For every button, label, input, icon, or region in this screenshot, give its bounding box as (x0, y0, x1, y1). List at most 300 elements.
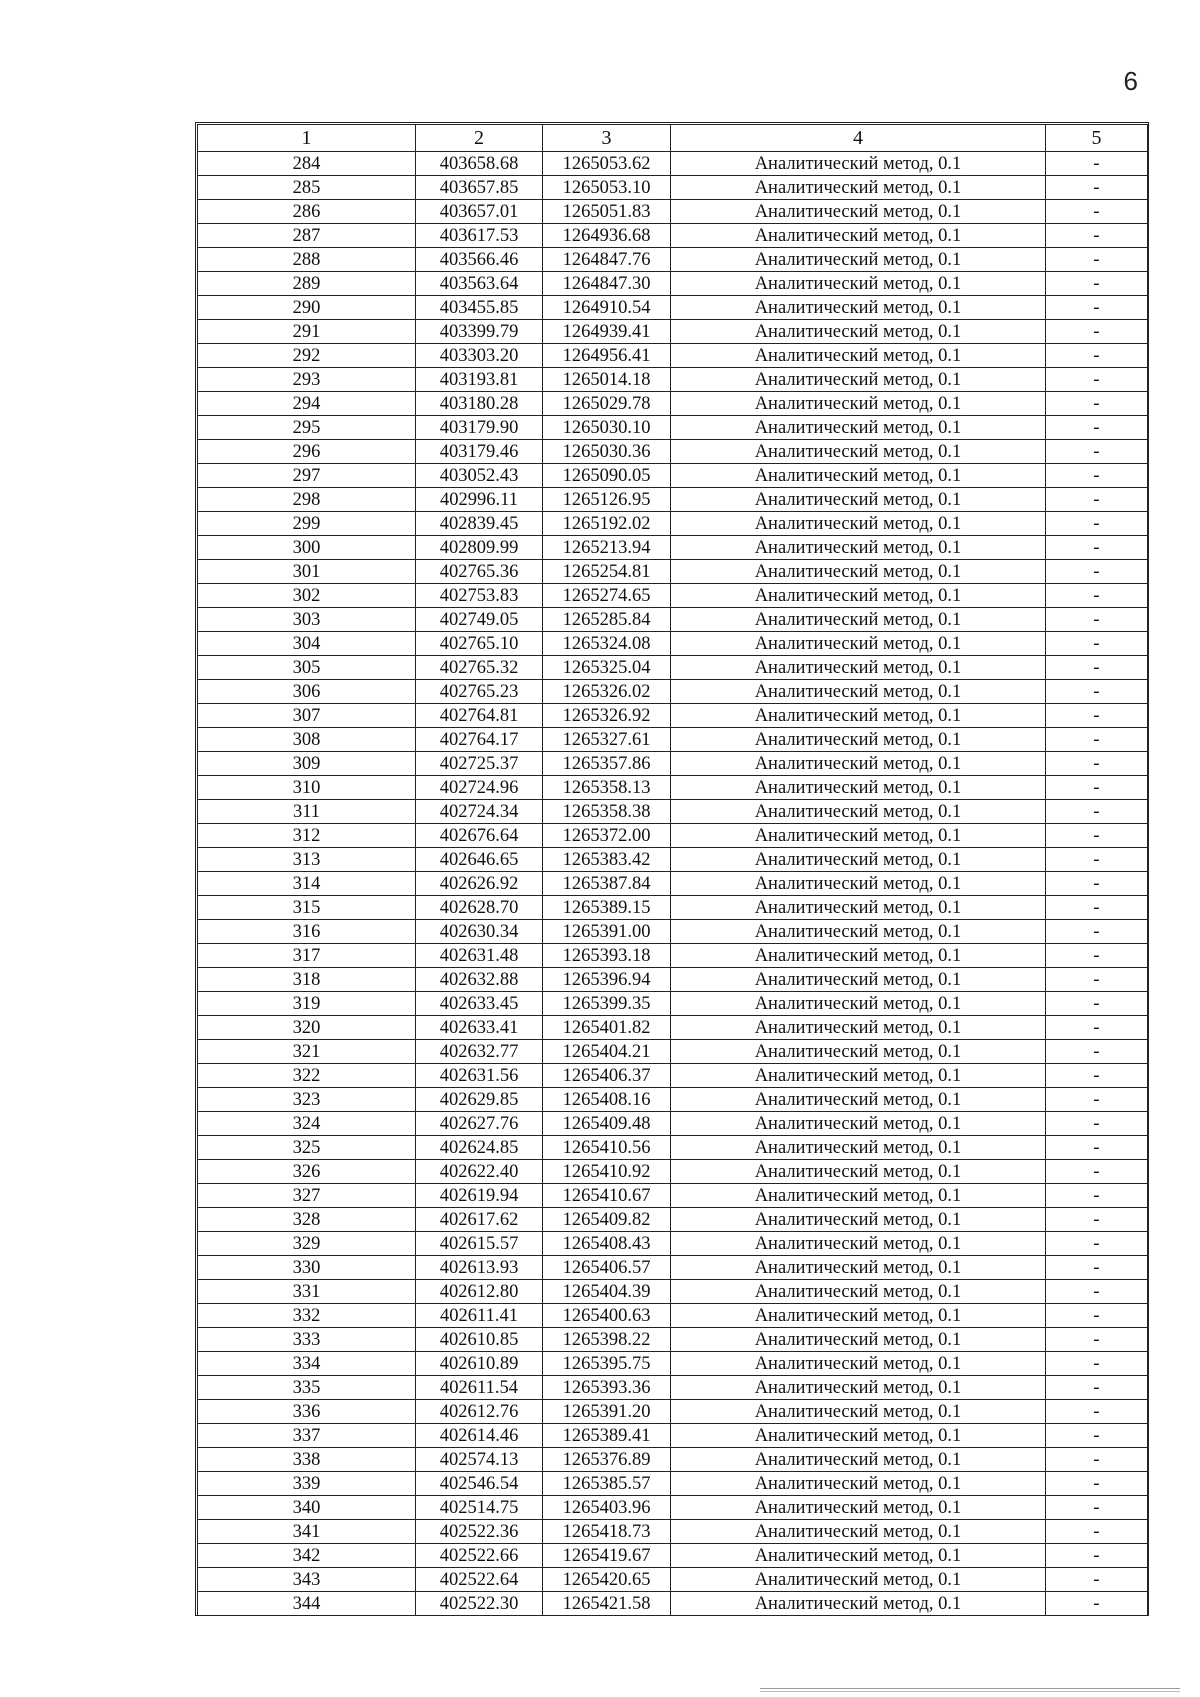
method-cell: Аналитический метод, 0.1 (671, 1592, 1046, 1616)
note-cell: - (1046, 152, 1148, 176)
y-coordinate-cell: 1265126.95 (543, 488, 671, 512)
note-cell: - (1046, 1544, 1148, 1568)
point-number-cell: 314 (198, 872, 416, 896)
table-row (198, 1328, 1148, 1352)
method-cell: Аналитический метод, 0.1 (671, 464, 1046, 488)
table-row (198, 968, 1148, 992)
y-coordinate-cell: 1265030.36 (543, 440, 671, 464)
x-coordinate-cell: 402725.37 (416, 752, 543, 776)
table-row (198, 440, 1148, 464)
point-number-cell: 288 (198, 248, 416, 272)
x-coordinate-cell: 402676.64 (416, 824, 543, 848)
method-cell: Аналитический метод, 0.1 (671, 920, 1046, 944)
method-cell: Аналитический метод, 0.1 (671, 272, 1046, 296)
table-row (198, 1232, 1148, 1256)
x-coordinate-cell: 403180.28 (416, 392, 543, 416)
point-number-cell: 336 (198, 1400, 416, 1424)
x-coordinate-cell: 403179.90 (416, 416, 543, 440)
method-cell: Аналитический метод, 0.1 (671, 512, 1046, 536)
y-coordinate-cell: 1264936.68 (543, 224, 671, 248)
x-coordinate-cell: 402753.83 (416, 584, 543, 608)
x-coordinate-cell: 402765.23 (416, 680, 543, 704)
y-coordinate-cell: 1265404.21 (543, 1040, 671, 1064)
x-coordinate-cell: 403566.46 (416, 248, 543, 272)
table-row (198, 1544, 1148, 1568)
y-coordinate-cell: 1265376.89 (543, 1448, 671, 1472)
x-coordinate-cell: 402612.76 (416, 1400, 543, 1424)
x-coordinate-cell: 402574.13 (416, 1448, 543, 1472)
x-coordinate-cell: 402522.30 (416, 1592, 543, 1616)
y-coordinate-cell: 1265408.16 (543, 1088, 671, 1112)
note-cell: - (1046, 1016, 1148, 1040)
note-cell: - (1046, 464, 1148, 488)
note-cell: - (1046, 1112, 1148, 1136)
method-cell: Аналитический метод, 0.1 (671, 752, 1046, 776)
method-cell: Аналитический метод, 0.1 (671, 1280, 1046, 1304)
note-cell: - (1046, 344, 1148, 368)
table-row (198, 1136, 1148, 1160)
method-cell: Аналитический метод, 0.1 (671, 1184, 1046, 1208)
method-cell: Аналитический метод, 0.1 (671, 608, 1046, 632)
x-coordinate-cell: 402619.94 (416, 1184, 543, 1208)
note-cell: - (1046, 1280, 1148, 1304)
y-coordinate-cell: 1265387.84 (543, 872, 671, 896)
point-number-cell: 287 (198, 224, 416, 248)
column-header-2: 2 (416, 125, 543, 152)
x-coordinate-cell: 403399.79 (416, 320, 543, 344)
point-number-cell: 319 (198, 992, 416, 1016)
x-coordinate-cell: 403303.20 (416, 344, 543, 368)
note-cell: - (1046, 1064, 1148, 1088)
note-cell: - (1046, 1208, 1148, 1232)
point-number-cell: 308 (198, 728, 416, 752)
x-coordinate-cell: 402628.70 (416, 896, 543, 920)
x-coordinate-cell: 403617.53 (416, 224, 543, 248)
method-cell: Аналитический метод, 0.1 (671, 728, 1046, 752)
y-coordinate-cell: 1265090.05 (543, 464, 671, 488)
table-row (198, 344, 1148, 368)
note-cell: - (1046, 608, 1148, 632)
table-row (198, 296, 1148, 320)
table-row (198, 728, 1148, 752)
y-coordinate-cell: 1264847.76 (543, 248, 671, 272)
point-number-cell: 343 (198, 1568, 416, 1592)
point-number-cell: 304 (198, 632, 416, 656)
x-coordinate-cell: 402764.81 (416, 704, 543, 728)
column-header-5: 5 (1046, 125, 1148, 152)
table-row (198, 680, 1148, 704)
table-header-row (198, 125, 1148, 152)
x-coordinate-cell: 402632.88 (416, 968, 543, 992)
x-coordinate-cell: 402630.34 (416, 920, 543, 944)
table-row (198, 1208, 1148, 1232)
table-row (198, 176, 1148, 200)
method-cell: Аналитический метод, 0.1 (671, 440, 1046, 464)
note-cell: - (1046, 368, 1148, 392)
table-row (198, 1184, 1148, 1208)
table-row (198, 1016, 1148, 1040)
table-row (198, 1088, 1148, 1112)
table-row (198, 560, 1148, 584)
method-cell: Аналитический метод, 0.1 (671, 1208, 1046, 1232)
x-coordinate-cell: 402626.92 (416, 872, 543, 896)
point-number-cell: 294 (198, 392, 416, 416)
note-cell: - (1046, 1256, 1148, 1280)
y-coordinate-cell: 1265404.39 (543, 1280, 671, 1304)
point-number-cell: 309 (198, 752, 416, 776)
x-coordinate-cell: 402610.85 (416, 1328, 543, 1352)
method-cell: Аналитический метод, 0.1 (671, 152, 1046, 176)
method-cell: Аналитический метод, 0.1 (671, 320, 1046, 344)
point-number-cell: 303 (198, 608, 416, 632)
y-coordinate-cell: 1265326.02 (543, 680, 671, 704)
x-coordinate-cell: 402996.11 (416, 488, 543, 512)
x-coordinate-cell: 402522.64 (416, 1568, 543, 1592)
x-coordinate-cell: 402724.96 (416, 776, 543, 800)
y-coordinate-cell: 1265420.65 (543, 1568, 671, 1592)
table-row (198, 1472, 1148, 1496)
y-coordinate-cell: 1265391.00 (543, 920, 671, 944)
table-row (198, 1160, 1148, 1184)
x-coordinate-cell: 402765.36 (416, 560, 543, 584)
point-number-cell: 320 (198, 1016, 416, 1040)
y-coordinate-cell: 1265274.65 (543, 584, 671, 608)
y-coordinate-cell: 1265051.83 (543, 200, 671, 224)
x-coordinate-cell: 402522.36 (416, 1520, 543, 1544)
point-number-cell: 335 (198, 1376, 416, 1400)
table-row (198, 224, 1148, 248)
note-cell: - (1046, 1328, 1148, 1352)
point-number-cell: 300 (198, 536, 416, 560)
table-row (198, 1592, 1148, 1616)
point-number-cell: 344 (198, 1592, 416, 1616)
note-cell: - (1046, 920, 1148, 944)
y-coordinate-cell: 1265053.10 (543, 176, 671, 200)
x-coordinate-cell: 402522.66 (416, 1544, 543, 1568)
point-number-cell: 321 (198, 1040, 416, 1064)
x-coordinate-cell: 402611.54 (416, 1376, 543, 1400)
method-cell: Аналитический метод, 0.1 (671, 392, 1046, 416)
y-coordinate-cell: 1265406.57 (543, 1256, 671, 1280)
point-number-cell: 318 (198, 968, 416, 992)
table-row (198, 848, 1148, 872)
x-coordinate-cell: 402624.85 (416, 1136, 543, 1160)
note-cell: - (1046, 656, 1148, 680)
method-cell: Аналитический метод, 0.1 (671, 1016, 1046, 1040)
x-coordinate-cell: 402546.54 (416, 1472, 543, 1496)
method-cell: Аналитический метод, 0.1 (671, 992, 1046, 1016)
method-cell: Аналитический метод, 0.1 (671, 704, 1046, 728)
y-coordinate-cell: 1265389.15 (543, 896, 671, 920)
point-number-cell: 285 (198, 176, 416, 200)
note-cell: - (1046, 872, 1148, 896)
y-coordinate-cell: 1265030.10 (543, 416, 671, 440)
method-cell: Аналитический метод, 0.1 (671, 368, 1046, 392)
note-cell: - (1046, 1472, 1148, 1496)
method-cell: Аналитический метод, 0.1 (671, 1568, 1046, 1592)
x-coordinate-cell: 403455.85 (416, 296, 543, 320)
table-row (198, 776, 1148, 800)
table-row (198, 1496, 1148, 1520)
point-number-cell: 339 (198, 1472, 416, 1496)
x-coordinate-cell: 402614.46 (416, 1424, 543, 1448)
method-cell: Аналитический метод, 0.1 (671, 1328, 1046, 1352)
method-cell: Аналитический метод, 0.1 (671, 1160, 1046, 1184)
table-row (198, 1352, 1148, 1376)
table-row (198, 464, 1148, 488)
x-coordinate-cell: 402764.17 (416, 728, 543, 752)
table-row (198, 272, 1148, 296)
point-number-cell: 295 (198, 416, 416, 440)
x-coordinate-cell: 402631.56 (416, 1064, 543, 1088)
note-cell: - (1046, 1568, 1148, 1592)
y-coordinate-cell: 1265358.38 (543, 800, 671, 824)
point-number-cell: 316 (198, 920, 416, 944)
table-row (198, 1424, 1148, 1448)
point-number-cell: 286 (198, 200, 416, 224)
note-cell: - (1046, 512, 1148, 536)
table-row (198, 1400, 1148, 1424)
point-number-cell: 299 (198, 512, 416, 536)
y-coordinate-cell: 1265029.78 (543, 392, 671, 416)
method-cell: Аналитический метод, 0.1 (671, 1472, 1046, 1496)
note-cell: - (1046, 176, 1148, 200)
x-coordinate-cell: 403657.85 (416, 176, 543, 200)
x-coordinate-cell: 402615.57 (416, 1232, 543, 1256)
y-coordinate-cell: 1265403.96 (543, 1496, 671, 1520)
note-cell: - (1046, 1088, 1148, 1112)
x-coordinate-cell: 403179.46 (416, 440, 543, 464)
point-number-cell: 302 (198, 584, 416, 608)
y-coordinate-cell: 1265014.18 (543, 368, 671, 392)
method-cell: Аналитический метод, 0.1 (671, 1064, 1046, 1088)
method-cell: Аналитический метод, 0.1 (671, 1112, 1046, 1136)
y-coordinate-cell: 1265410.92 (543, 1160, 671, 1184)
point-number-cell: 289 (198, 272, 416, 296)
y-coordinate-cell: 1265409.48 (543, 1112, 671, 1136)
table-row (198, 1376, 1148, 1400)
x-coordinate-cell: 402617.62 (416, 1208, 543, 1232)
method-cell: Аналитический метод, 0.1 (671, 224, 1046, 248)
point-number-cell: 333 (198, 1328, 416, 1352)
note-cell: - (1046, 1592, 1148, 1616)
table-row (198, 416, 1148, 440)
table-row (198, 752, 1148, 776)
note-cell: - (1046, 1136, 1148, 1160)
method-cell: Аналитический метод, 0.1 (671, 1088, 1046, 1112)
x-coordinate-cell: 402724.34 (416, 800, 543, 824)
table-row (198, 368, 1148, 392)
column-header-3: 3 (543, 125, 671, 152)
y-coordinate-cell: 1265418.73 (543, 1520, 671, 1544)
y-coordinate-cell: 1265395.75 (543, 1352, 671, 1376)
note-cell: - (1046, 896, 1148, 920)
note-cell: - (1046, 752, 1148, 776)
point-number-cell: 284 (198, 152, 416, 176)
note-cell: - (1046, 248, 1148, 272)
note-cell: - (1046, 1184, 1148, 1208)
note-cell: - (1046, 848, 1148, 872)
x-coordinate-cell: 402629.85 (416, 1088, 543, 1112)
point-number-cell: 341 (198, 1520, 416, 1544)
method-cell: Аналитический метод, 0.1 (671, 1136, 1046, 1160)
y-coordinate-cell: 1265213.94 (543, 536, 671, 560)
x-coordinate-cell: 403563.64 (416, 272, 543, 296)
method-cell: Аналитический метод, 0.1 (671, 248, 1046, 272)
y-coordinate-cell: 1265192.02 (543, 512, 671, 536)
x-coordinate-cell: 402839.45 (416, 512, 543, 536)
point-number-cell: 310 (198, 776, 416, 800)
method-cell: Аналитический метод, 0.1 (671, 824, 1046, 848)
coordinates-table (197, 124, 1148, 1616)
note-cell: - (1046, 1232, 1148, 1256)
table-row (198, 536, 1148, 560)
method-cell: Аналитический метод, 0.1 (671, 560, 1046, 584)
y-coordinate-cell: 1265398.22 (543, 1328, 671, 1352)
x-coordinate-cell: 402765.32 (416, 656, 543, 680)
point-number-cell: 329 (198, 1232, 416, 1256)
note-cell: - (1046, 1400, 1148, 1424)
method-cell: Аналитический метод, 0.1 (671, 344, 1046, 368)
method-cell: Аналитический метод, 0.1 (671, 1424, 1046, 1448)
point-number-cell: 298 (198, 488, 416, 512)
method-cell: Аналитический метод, 0.1 (671, 800, 1046, 824)
point-number-cell: 313 (198, 848, 416, 872)
note-cell: - (1046, 1520, 1148, 1544)
point-number-cell: 325 (198, 1136, 416, 1160)
method-cell: Аналитический метод, 0.1 (671, 416, 1046, 440)
point-number-cell: 334 (198, 1352, 416, 1376)
point-number-cell: 327 (198, 1184, 416, 1208)
point-number-cell: 324 (198, 1112, 416, 1136)
y-coordinate-cell: 1264939.41 (543, 320, 671, 344)
table-row (198, 584, 1148, 608)
note-cell: - (1046, 200, 1148, 224)
y-coordinate-cell: 1265410.56 (543, 1136, 671, 1160)
note-cell: - (1046, 1304, 1148, 1328)
method-cell: Аналитический метод, 0.1 (671, 1232, 1046, 1256)
y-coordinate-cell: 1265396.94 (543, 968, 671, 992)
note-cell: - (1046, 1424, 1148, 1448)
method-cell: Аналитический метод, 0.1 (671, 1544, 1046, 1568)
x-coordinate-cell: 402633.41 (416, 1016, 543, 1040)
note-cell: - (1046, 1496, 1148, 1520)
method-cell: Аналитический метод, 0.1 (671, 1496, 1046, 1520)
point-number-cell: 301 (198, 560, 416, 584)
y-coordinate-cell: 1265409.82 (543, 1208, 671, 1232)
y-coordinate-cell: 1264847.30 (543, 272, 671, 296)
method-cell: Аналитический метод, 0.1 (671, 536, 1046, 560)
point-number-cell: 315 (198, 896, 416, 920)
method-cell: Аналитический метод, 0.1 (671, 680, 1046, 704)
note-cell: - (1046, 800, 1148, 824)
point-number-cell: 290 (198, 296, 416, 320)
y-coordinate-cell: 1265389.41 (543, 1424, 671, 1448)
method-cell: Аналитический метод, 0.1 (671, 1448, 1046, 1472)
x-coordinate-cell: 403657.01 (416, 200, 543, 224)
x-coordinate-cell: 403658.68 (416, 152, 543, 176)
y-coordinate-cell: 1265385.57 (543, 1472, 671, 1496)
method-cell: Аналитический метод, 0.1 (671, 176, 1046, 200)
method-cell: Аналитический метод, 0.1 (671, 896, 1046, 920)
x-coordinate-cell: 402765.10 (416, 632, 543, 656)
note-cell: - (1046, 488, 1148, 512)
note-cell: - (1046, 1352, 1148, 1376)
table-row (198, 632, 1148, 656)
point-number-cell: 331 (198, 1280, 416, 1304)
point-number-cell: 337 (198, 1424, 416, 1448)
y-coordinate-cell: 1265419.67 (543, 1544, 671, 1568)
note-cell: - (1046, 704, 1148, 728)
note-cell: - (1046, 392, 1148, 416)
table-body (198, 152, 1148, 1616)
note-cell: - (1046, 296, 1148, 320)
method-cell: Аналитический метод, 0.1 (671, 632, 1046, 656)
table-row (198, 1064, 1148, 1088)
note-cell: - (1046, 440, 1148, 464)
column-header-1: 1 (198, 125, 416, 152)
x-coordinate-cell: 403193.81 (416, 368, 543, 392)
point-number-cell: 305 (198, 656, 416, 680)
x-coordinate-cell: 402646.65 (416, 848, 543, 872)
point-number-cell: 296 (198, 440, 416, 464)
note-cell: - (1046, 1448, 1148, 1472)
x-coordinate-cell: 402613.93 (416, 1256, 543, 1280)
note-cell: - (1046, 1376, 1148, 1400)
x-coordinate-cell: 402627.76 (416, 1112, 543, 1136)
table-row (198, 392, 1148, 416)
table-row (198, 1040, 1148, 1064)
y-coordinate-cell: 1265406.37 (543, 1064, 671, 1088)
y-coordinate-cell: 1265393.18 (543, 944, 671, 968)
point-number-cell: 342 (198, 1544, 416, 1568)
note-cell: - (1046, 776, 1148, 800)
method-cell: Аналитический метод, 0.1 (671, 296, 1046, 320)
note-cell: - (1046, 320, 1148, 344)
note-cell: - (1046, 680, 1148, 704)
method-cell: Аналитический метод, 0.1 (671, 1376, 1046, 1400)
method-cell: Аналитический метод, 0.1 (671, 584, 1046, 608)
method-cell: Аналитический метод, 0.1 (671, 968, 1046, 992)
table-row (198, 800, 1148, 824)
y-coordinate-cell: 1264910.54 (543, 296, 671, 320)
y-coordinate-cell: 1265325.04 (543, 656, 671, 680)
point-number-cell: 307 (198, 704, 416, 728)
note-cell: - (1046, 224, 1148, 248)
note-cell: - (1046, 584, 1148, 608)
y-coordinate-cell: 1265401.82 (543, 1016, 671, 1040)
y-coordinate-cell: 1265357.86 (543, 752, 671, 776)
note-cell: - (1046, 560, 1148, 584)
x-coordinate-cell: 402631.48 (416, 944, 543, 968)
point-number-cell: 293 (198, 368, 416, 392)
point-number-cell: 328 (198, 1208, 416, 1232)
table-row (198, 608, 1148, 632)
table-row (198, 1112, 1148, 1136)
x-coordinate-cell: 402633.45 (416, 992, 543, 1016)
method-cell: Аналитический метод, 0.1 (671, 656, 1046, 680)
point-number-cell: 330 (198, 1256, 416, 1280)
y-coordinate-cell: 1265326.92 (543, 704, 671, 728)
table-row (198, 1448, 1148, 1472)
point-number-cell: 338 (198, 1448, 416, 1472)
point-number-cell: 306 (198, 680, 416, 704)
x-coordinate-cell: 402514.75 (416, 1496, 543, 1520)
table-row (198, 248, 1148, 272)
y-coordinate-cell: 1265324.08 (543, 632, 671, 656)
point-number-cell: 292 (198, 344, 416, 368)
page-number: 6 (1123, 66, 1138, 96)
